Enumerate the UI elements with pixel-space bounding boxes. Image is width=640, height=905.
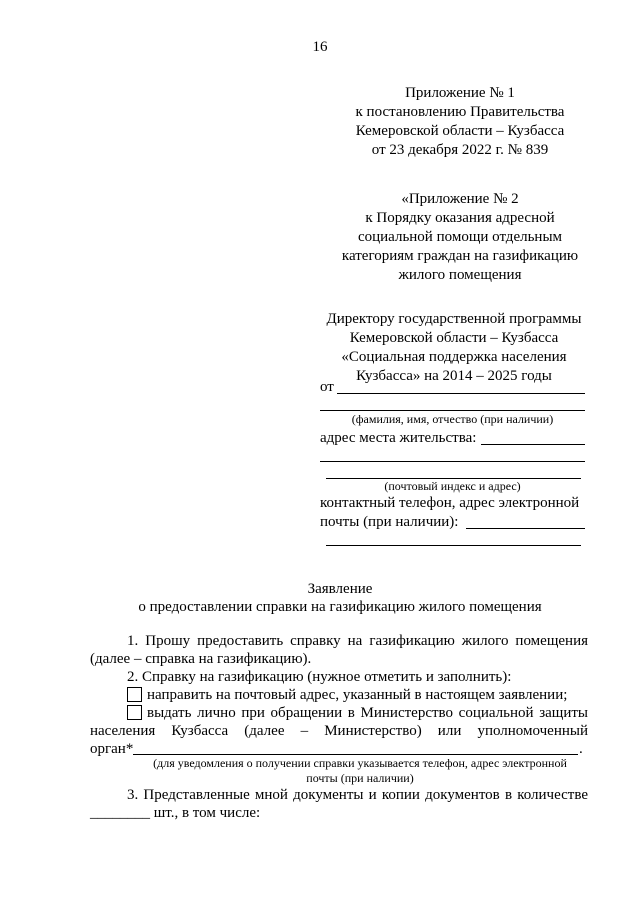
appendix2-line5: жилого помещения: [398, 267, 522, 283]
fio-fill-line[interactable]: [320, 410, 585, 411]
paragraph3-line2-text: шт., в том числе:: [150, 805, 261, 821]
statement-subtitle: о предоставлении справки на газификацию жилого помещения: [138, 599, 542, 615]
fio-caption: (фамилия, имя, отчество (при наличии): [351, 412, 554, 426]
option2-checkbox[interactable]: [127, 705, 142, 720]
option2-line2: населения Кузбасса (далее – Министерство) или уполномоченный: [90, 723, 588, 739]
address-label: адрес места жительства:: [320, 430, 477, 446]
paragraph3-line2: [90, 804, 260, 823]
from-label: от: [320, 379, 334, 395]
appendix1-block: [330, 84, 590, 160]
appendix1-line3: Кемеровской области – Кузбасса: [355, 123, 565, 139]
from-fill-line[interactable]: [337, 393, 585, 394]
addressee-line4: Кузбасса» на 2014 – 2025 годы: [356, 368, 552, 384]
addressee-line3: «Социальная поддержка населения: [341, 349, 567, 365]
paragraph1-line2: (далее – справка на газификацию).: [90, 651, 312, 667]
address-fill-line-1[interactable]: [481, 444, 585, 445]
postal-caption: (почтовый индекс и адрес): [384, 479, 521, 493]
option1-row: [127, 686, 588, 705]
appendix2-line1: «Приложение № 2: [401, 191, 519, 207]
appendix1-line4: от 23 декабря 2022 г. № 839: [371, 142, 549, 158]
notify-caption-line2: почты (при наличии): [306, 771, 414, 785]
appendix2-line2: к Порядку оказания адресной: [365, 210, 555, 226]
appendix1-line2: к постановлению Правительства: [355, 104, 565, 120]
appendix2-line3: социальной помощи отдельным: [357, 229, 563, 245]
document-count-blank[interactable]: ________: [90, 805, 150, 821]
addressee-line2: Кемеровской области – Кузбасса: [349, 330, 559, 346]
address-fill-line-2[interactable]: [320, 461, 585, 462]
page-number: 16: [312, 39, 328, 55]
appendix2-block: [320, 190, 600, 285]
contact-label-line2: почты (при наличии):: [320, 514, 459, 530]
option2-line3-label: орган*: [90, 741, 134, 757]
addressee-block: [318, 310, 590, 386]
paragraph1-line1: 1. Прошу предоставить справку на газификацию жилого помещения: [127, 633, 588, 649]
option1-label: направить на почтовый адрес, указанный в настоящем заявлении;: [147, 687, 568, 703]
option1-checkbox[interactable]: [127, 687, 142, 702]
authorized-organ-fill-line[interactable]: [133, 754, 578, 755]
contact-fill-line-1[interactable]: [466, 528, 585, 529]
addressee-line1: Директору государственной программы: [326, 311, 582, 327]
option2-label-line1: выдать лично при обращении в Министерство социальной защиты: [147, 705, 588, 721]
appendix2-line4: категориям граждан на газификацию: [341, 248, 579, 264]
contact-label-line1: контактный телефон, адрес электронной: [320, 495, 580, 511]
paragraph2-line1: 2. Справку на газификацию (нужное отметить и заполнить):: [127, 669, 512, 685]
paragraph3-line1: 3. Представленные мной документы и копии документов в количестве: [127, 787, 588, 803]
option2-row: [127, 704, 588, 723]
notify-caption-line1: (для уведомления о получении справки указывается телефон, адрес электронной: [153, 756, 567, 770]
appendix1-line1: Приложение № 1: [405, 85, 515, 101]
statement-title: Заявление: [307, 581, 373, 597]
option2-line3-end: .: [579, 741, 583, 757]
contact-fill-line-2[interactable]: [326, 545, 581, 546]
